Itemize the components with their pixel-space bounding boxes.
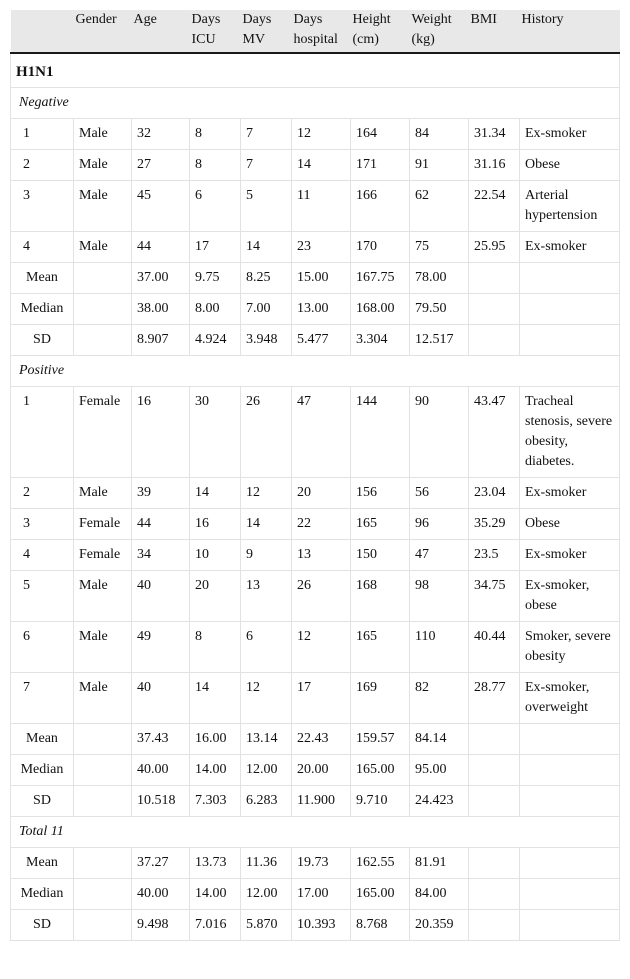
- cell-age: 16: [132, 387, 190, 478]
- stat-row: [11, 786, 620, 817]
- cell-index: 7: [11, 673, 74, 724]
- stat-row: [11, 724, 620, 755]
- cell-index: Mean: [11, 848, 74, 879]
- cell-height: 165: [351, 509, 410, 540]
- cell-days-icu: 14.00: [190, 755, 241, 786]
- cell-days-hospital: 23: [292, 232, 351, 263]
- group-label-row: [11, 88, 620, 119]
- cell-history: Ex-smoker: [520, 119, 620, 150]
- cell-index: 5: [11, 571, 74, 622]
- cell-days-hospital: 47: [292, 387, 351, 478]
- cell-days-icu: 8: [190, 119, 241, 150]
- col-header-days-icu: Days ICU: [190, 10, 241, 53]
- cell-index: Median: [11, 294, 74, 325]
- cell-days-mv: 6: [241, 622, 292, 673]
- cell-age: 39: [132, 478, 190, 509]
- cell-days-mv: 7: [241, 150, 292, 181]
- cell-history: Ex-smoker: [520, 540, 620, 571]
- cell-age: 44: [132, 509, 190, 540]
- cell-height: 165: [351, 622, 410, 673]
- cell-bmi: 40.44: [469, 622, 520, 673]
- stat-row: [11, 755, 620, 786]
- cell-gender: [74, 724, 132, 755]
- col-header-weight: Weight (kg): [410, 10, 469, 53]
- cell-gender: Male: [74, 673, 132, 724]
- cell-bmi: 23.04: [469, 478, 520, 509]
- cell-history: Arterial hypertension: [520, 181, 620, 232]
- cell-days-hospital: 12: [292, 622, 351, 673]
- cell-gender: Male: [74, 622, 132, 673]
- cell-weight: 84: [410, 119, 469, 150]
- cell-days-mv: 3.948: [241, 325, 292, 356]
- cell-days-mv: 6.283: [241, 786, 292, 817]
- col-header-index: [11, 10, 74, 53]
- cell-days-hospital: 11: [292, 181, 351, 232]
- table-row: [11, 509, 620, 540]
- cell-age: 44: [132, 232, 190, 263]
- group-label-row: [11, 356, 620, 387]
- cell-bmi: [469, 755, 520, 786]
- cell-gender: Male: [74, 150, 132, 181]
- cell-index: 4: [11, 232, 74, 263]
- cell-history: Smoker, severe obesity: [520, 622, 620, 673]
- cell-days-hospital: 12: [292, 119, 351, 150]
- patient-data-table: [10, 10, 620, 941]
- cell-weight: 47: [410, 540, 469, 571]
- cell-index: 4: [11, 540, 74, 571]
- stat-row: [11, 294, 620, 325]
- cell-age: 40.00: [132, 755, 190, 786]
- cell-height: 3.304: [351, 325, 410, 356]
- cell-bmi: 31.16: [469, 150, 520, 181]
- cell-days-icu: 14: [190, 673, 241, 724]
- cell-age: 40: [132, 673, 190, 724]
- cell-days-icu: 16: [190, 509, 241, 540]
- col-header-height: Height (cm): [351, 10, 410, 53]
- cell-history: [520, 848, 620, 879]
- cell-history: [520, 325, 620, 356]
- cell-days-mv: 12.00: [241, 755, 292, 786]
- cell-history: Obese: [520, 509, 620, 540]
- cell-days-hospital: 13: [292, 540, 351, 571]
- cell-age: 8.907: [132, 325, 190, 356]
- cell-height: 165.00: [351, 879, 410, 910]
- section-title: H1N1: [11, 53, 620, 88]
- cell-bmi: [469, 848, 520, 879]
- cell-weight: 91: [410, 150, 469, 181]
- col-header-days-hospital: Days hospital: [292, 10, 351, 53]
- cell-gender: [74, 325, 132, 356]
- cell-weight: 84.14: [410, 724, 469, 755]
- cell-days-icu: 10: [190, 540, 241, 571]
- table-row: [11, 387, 620, 478]
- cell-bmi: 31.34: [469, 119, 520, 150]
- cell-age: 37.00: [132, 263, 190, 294]
- cell-bmi: [469, 263, 520, 294]
- cell-age: 37.43: [132, 724, 190, 755]
- cell-days-icu: 8: [190, 622, 241, 673]
- cell-gender: [74, 910, 132, 941]
- cell-bmi: 22.54: [469, 181, 520, 232]
- cell-index: SD: [11, 786, 74, 817]
- cell-height: 156: [351, 478, 410, 509]
- cell-history: [520, 724, 620, 755]
- cell-days-icu: 30: [190, 387, 241, 478]
- cell-days-icu: 13.73: [190, 848, 241, 879]
- cell-age: 38.00: [132, 294, 190, 325]
- cell-height: 164: [351, 119, 410, 150]
- cell-gender: [74, 848, 132, 879]
- cell-days-mv: 12: [241, 673, 292, 724]
- cell-weight: 95.00: [410, 755, 469, 786]
- cell-days-mv: 11.36: [241, 848, 292, 879]
- cell-days-mv: 7: [241, 119, 292, 150]
- cell-history: Ex-smoker: [520, 232, 620, 263]
- cell-gender: Male: [74, 181, 132, 232]
- cell-bmi: 35.29: [469, 509, 520, 540]
- cell-height: 165.00: [351, 755, 410, 786]
- cell-gender: Male: [74, 232, 132, 263]
- cell-bmi: [469, 786, 520, 817]
- cell-bmi: 34.75: [469, 571, 520, 622]
- cell-days-mv: 5: [241, 181, 292, 232]
- col-header-bmi: BMI: [469, 10, 520, 53]
- cell-history: [520, 879, 620, 910]
- cell-index: 3: [11, 509, 74, 540]
- cell-bmi: [469, 910, 520, 941]
- cell-days-mv: 13: [241, 571, 292, 622]
- table-body: [11, 53, 620, 941]
- cell-days-hospital: 17: [292, 673, 351, 724]
- cell-weight: 96: [410, 509, 469, 540]
- cell-history: [520, 786, 620, 817]
- cell-gender: Female: [74, 509, 132, 540]
- cell-gender: [74, 786, 132, 817]
- cell-days-hospital: 20.00: [292, 755, 351, 786]
- cell-height: 168.00: [351, 294, 410, 325]
- cell-bmi: 23.5: [469, 540, 520, 571]
- cell-gender: Male: [74, 571, 132, 622]
- group-label: Positive: [11, 356, 620, 387]
- cell-days-icu: 14.00: [190, 879, 241, 910]
- table-row: [11, 232, 620, 263]
- table-row: [11, 478, 620, 509]
- cell-weight: 90: [410, 387, 469, 478]
- cell-age: 10.518: [132, 786, 190, 817]
- cell-history: Obese: [520, 150, 620, 181]
- cell-history: [520, 294, 620, 325]
- cell-weight: 24.423: [410, 786, 469, 817]
- cell-age: 45: [132, 181, 190, 232]
- cell-gender: [74, 294, 132, 325]
- cell-weight: 62: [410, 181, 469, 232]
- cell-height: 166: [351, 181, 410, 232]
- cell-index: 1: [11, 119, 74, 150]
- cell-days-hospital: 26: [292, 571, 351, 622]
- cell-history: [520, 910, 620, 941]
- cell-height: 8.768: [351, 910, 410, 941]
- cell-height: 144: [351, 387, 410, 478]
- cell-days-hospital: 17.00: [292, 879, 351, 910]
- stat-row: [11, 848, 620, 879]
- cell-history: Ex-smoker, overweight: [520, 673, 620, 724]
- cell-age: 34: [132, 540, 190, 571]
- cell-days-mv: 7.00: [241, 294, 292, 325]
- cell-index: SD: [11, 910, 74, 941]
- table-row: [11, 571, 620, 622]
- cell-gender: [74, 755, 132, 786]
- group-label: Total 11: [11, 817, 620, 848]
- cell-height: 9.710: [351, 786, 410, 817]
- cell-days-hospital: 11.900: [292, 786, 351, 817]
- cell-days-icu: 8: [190, 150, 241, 181]
- cell-days-icu: 8.00: [190, 294, 241, 325]
- cell-days-icu: 16.00: [190, 724, 241, 755]
- cell-index: 6: [11, 622, 74, 673]
- cell-age: 40.00: [132, 879, 190, 910]
- cell-days-icu: 20: [190, 571, 241, 622]
- cell-gender: [74, 879, 132, 910]
- cell-days-mv: 26: [241, 387, 292, 478]
- cell-days-icu: 9.75: [190, 263, 241, 294]
- table-row: [11, 622, 620, 673]
- cell-index: 2: [11, 150, 74, 181]
- cell-age: 37.27: [132, 848, 190, 879]
- cell-days-hospital: 14: [292, 150, 351, 181]
- cell-bmi: [469, 325, 520, 356]
- cell-bmi: 43.47: [469, 387, 520, 478]
- cell-age: 49: [132, 622, 190, 673]
- cell-weight: 12.517: [410, 325, 469, 356]
- cell-height: 169: [351, 673, 410, 724]
- cell-days-mv: 12.00: [241, 879, 292, 910]
- cell-height: 162.55: [351, 848, 410, 879]
- header-row: [11, 10, 620, 53]
- cell-days-hospital: 22.43: [292, 724, 351, 755]
- cell-height: 150: [351, 540, 410, 571]
- cell-days-icu: 4.924: [190, 325, 241, 356]
- table-row: [11, 540, 620, 571]
- cell-bmi: 28.77: [469, 673, 520, 724]
- cell-days-icu: 7.016: [190, 910, 241, 941]
- cell-days-mv: 12: [241, 478, 292, 509]
- cell-days-icu: 7.303: [190, 786, 241, 817]
- cell-weight: 75: [410, 232, 469, 263]
- group-label: Negative: [11, 88, 620, 119]
- cell-history: [520, 263, 620, 294]
- section-row: [11, 53, 620, 88]
- cell-days-mv: 14: [241, 509, 292, 540]
- cell-days-mv: 14: [241, 232, 292, 263]
- col-header-days-mv: Days MV: [241, 10, 292, 53]
- stat-row: [11, 263, 620, 294]
- cell-height: 171: [351, 150, 410, 181]
- cell-weight: 82: [410, 673, 469, 724]
- stat-row: [11, 910, 620, 941]
- cell-days-hospital: 20: [292, 478, 351, 509]
- cell-index: 1: [11, 387, 74, 478]
- cell-weight: 20.359: [410, 910, 469, 941]
- col-header-history: History: [520, 10, 620, 53]
- cell-days-icu: 14: [190, 478, 241, 509]
- cell-gender: Male: [74, 478, 132, 509]
- cell-gender: Female: [74, 540, 132, 571]
- cell-days-mv: 5.870: [241, 910, 292, 941]
- col-header-gender: Gender: [74, 10, 132, 53]
- cell-index: 3: [11, 181, 74, 232]
- cell-days-hospital: 15.00: [292, 263, 351, 294]
- cell-days-hospital: 13.00: [292, 294, 351, 325]
- col-header-age: Age: [132, 10, 190, 53]
- cell-index: Median: [11, 879, 74, 910]
- cell-gender: Male: [74, 119, 132, 150]
- cell-weight: 79.50: [410, 294, 469, 325]
- cell-days-mv: 9: [241, 540, 292, 571]
- cell-weight: 84.00: [410, 879, 469, 910]
- table-row: [11, 673, 620, 724]
- cell-bmi: [469, 294, 520, 325]
- cell-history: Ex-smoker, obese: [520, 571, 620, 622]
- cell-days-icu: 6: [190, 181, 241, 232]
- cell-age: 9.498: [132, 910, 190, 941]
- cell-weight: 78.00: [410, 263, 469, 294]
- cell-history: Tracheal stenosis, severe obesity, diabetes.: [520, 387, 620, 478]
- cell-bmi: [469, 724, 520, 755]
- cell-index: Median: [11, 755, 74, 786]
- table-row: [11, 150, 620, 181]
- cell-weight: 56: [410, 478, 469, 509]
- cell-bmi: 25.95: [469, 232, 520, 263]
- cell-days-mv: 13.14: [241, 724, 292, 755]
- cell-days-hospital: 22: [292, 509, 351, 540]
- cell-index: Mean: [11, 724, 74, 755]
- cell-index: SD: [11, 325, 74, 356]
- cell-days-icu: 17: [190, 232, 241, 263]
- cell-age: 32: [132, 119, 190, 150]
- cell-days-hospital: 10.393: [292, 910, 351, 941]
- table-row: [11, 119, 620, 150]
- cell-age: 40: [132, 571, 190, 622]
- cell-index: Mean: [11, 263, 74, 294]
- cell-bmi: [469, 879, 520, 910]
- stat-row: [11, 325, 620, 356]
- cell-index: 2: [11, 478, 74, 509]
- cell-age: 27: [132, 150, 190, 181]
- cell-weight: 110: [410, 622, 469, 673]
- cell-height: 170: [351, 232, 410, 263]
- cell-history: Ex-smoker: [520, 478, 620, 509]
- cell-days-hospital: 19.73: [292, 848, 351, 879]
- cell-height: 159.57: [351, 724, 410, 755]
- cell-gender: [74, 263, 132, 294]
- cell-height: 167.75: [351, 263, 410, 294]
- stat-row: [11, 879, 620, 910]
- cell-weight: 98: [410, 571, 469, 622]
- group-label-row: [11, 817, 620, 848]
- cell-history: [520, 755, 620, 786]
- cell-days-hospital: 5.477: [292, 325, 351, 356]
- cell-days-mv: 8.25: [241, 263, 292, 294]
- cell-height: 168: [351, 571, 410, 622]
- table-row: [11, 181, 620, 232]
- cell-weight: 81.91: [410, 848, 469, 879]
- cell-gender: Female: [74, 387, 132, 478]
